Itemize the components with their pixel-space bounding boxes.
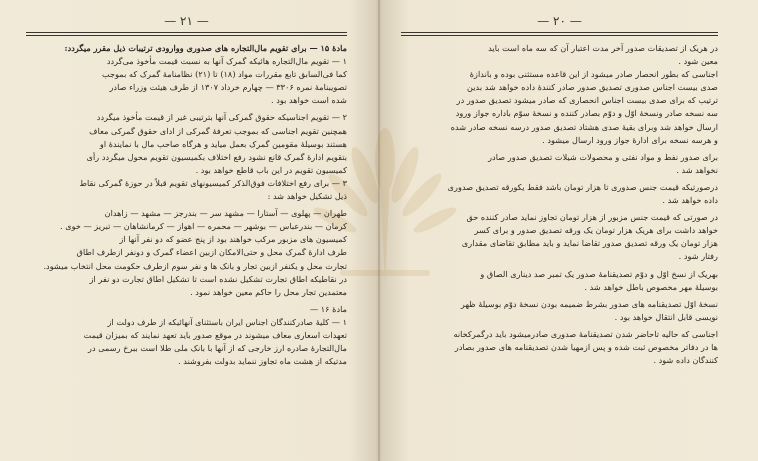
- text-line: همچنین تقویم اجناسی که بموجب تعرفهٔ گمرکی از ادای حقوق گمرکی معاف: [89, 125, 347, 136]
- text-line: مادهٔ ۱۵ — برای تقویم مال‌التجاره های صدوری ووارودی ترتیبات ذیل مقرر میگردد:: [64, 43, 347, 53]
- text-line: سه نسخه صادر ونسخهٔ اوّل و دوّم بصادر کننده و نسخهٔ سوّم باداره جواز ورود: [455, 108, 718, 119]
- text-line: ذیل تشکیل خواهد شد :: [267, 191, 347, 202]
- text-line: کنندگان داده شود .: [653, 355, 718, 366]
- page-number: — ٢٠ —: [537, 14, 582, 28]
- text-line: ۱ — تقویم مال‌التجاره هائیکه گمرک آنها به نسبت قیمت مأخوذ می‌گردد: [106, 56, 347, 67]
- header-rule: [401, 32, 718, 36]
- text-line: درصورتیکه قیمت جنس صدوری تا هزار تومان باشد فقط یکورقه تصدیق صدوری: [447, 181, 718, 192]
- text-line: طرف ادارهٔ گمرک محل و حتی‌الامکان ازبین اعضاء گمرک و دونفر ازطرف اطاق: [76, 247, 347, 258]
- text-line: داده خواهد شد .: [662, 195, 718, 206]
- text-line: در نقاطیکه اطاق تجارت تشکیل نشده است تا تشکیل اطاق تجارت دو نفر از: [89, 273, 347, 284]
- text-line: رفتار شود .: [678, 251, 718, 262]
- text-line: نخواهد شد .: [676, 164, 718, 175]
- text-line: مدتیکه از هشت ماه تجاوز ننماید بدولت بفروشند .: [178, 356, 347, 367]
- text-line: اجناسی که بطور انحصار صادر میشود از این قاعده مستثنی بوده و باندازهٔ: [469, 69, 718, 80]
- text-line: ارسال خواهد شد وبرای بقیهٔ صدی هشتاد تصدیق صدور درسه نسخه صادر شده: [450, 121, 718, 132]
- text-line: کما فی‌السابق تابع مقررات مواد (۱۸) تا (۲۱) نظامنامهٔ گمرک که بموجب: [102, 69, 347, 80]
- header-rule: [26, 32, 347, 36]
- text-line: تصویبنامهٔ نمره ۳۳۰۶ — چهارم خرداد ۱۳۰۷ از طرف هیئت وزراء صادر: [109, 82, 347, 93]
- article-heading: مادهٔ ۱۶ —: [309, 303, 347, 314]
- page-text: [26, 42, 347, 368]
- text-line: ۳ — برای رفع اختلافات فوق‌الذکر کمیسیونهای تقویم قبلاً در حوزهٔ گمرکی نقاط: [79, 177, 347, 188]
- text-line: نویسی قابل انتقال خواهد بود .: [614, 311, 718, 322]
- text-line: طهران — پهلوی — آستارا — مشهد سر — بندرجز — مشهد — زاهدان: [104, 208, 347, 219]
- page-text: [401, 42, 718, 367]
- page-number: — ٢١ —: [164, 14, 209, 28]
- text-line: هزار تومان یک ورقه تصدیق صدور تقاضا نماید و باید مطابق تقاضای مقداری: [461, 238, 718, 249]
- text-line: تعهدات اسعاری معاف میشوند در موقع صدور باید تعهد نمایند که بمیزان قیمت: [83, 329, 347, 340]
- text-line: مال‌التجارهٔ صادره ارز خارجی که از آنها با بانک ملی طلا است ببرخ رسمی در: [88, 343, 347, 354]
- text-line: کمیسیون تقویم در این باب قاطع خواهد بود .: [195, 164, 347, 175]
- text-line: بهریک از نسخ اوّل و دوّم تصدیقنامهٔ صدور یک تمبر صد دیناری الصاق و: [480, 268, 718, 279]
- text-line: ها در دفاتر مخصوص ثبت شده و پس ازمهیا شدن تصدیقنامه های صدور بصادر: [454, 341, 718, 352]
- text-line: در هریک از تصدیقات صدور آخر مدت اعتبار آن که سه ماه است باید: [488, 43, 718, 53]
- text-line: بوسیلهٔ مهر مخصوص باطل خواهد شد .: [584, 281, 718, 292]
- text-line: هستند بوسیلهٔ مقومین گمرک بعمل میاید و هرگاه صاحب مال با نمایندهٔ او: [99, 138, 347, 149]
- text-line: خواهد داشت برای هریک هزار تومان یک ورقه تصدیق صدور و برای کسر: [474, 225, 718, 236]
- text-line: و هرسه نسخه برای ادارهٔ جواز ورود ارسال میشود .: [542, 134, 718, 145]
- text-line: بتقویم ادارهٔ گمرک قانع نشود رفع اختلاف بکمیسیون تقویم محول میگردد رأی: [86, 151, 347, 162]
- text-line: کمیسیون های مزبور مرکب خواهند بود از پنج عضو که دو نفر آنها از: [119, 234, 347, 245]
- text-line: در صورتی که قیمت جنس مزبور از هزار تومان تجاوز نماید صادر کننده حق: [466, 212, 718, 223]
- text-line: ترتیب که برای صدی بیست اجناس انحصاری که صادر میشود تصدیق صدور در: [456, 95, 718, 106]
- text-line: معتمدین تجار محل را حاکم معین خواهد نمود .: [190, 286, 347, 297]
- text-line: برای صدور نفط و مواد نفتی و محصولات شیلات تصدیق صدور صادر: [488, 151, 718, 162]
- text-line: شده است خواهد بود .: [271, 95, 347, 106]
- text-line: معین شود .: [678, 56, 718, 67]
- text-line: ۲ — تقویم اجناسیکه حقوق گمرکی آنها بترتیبی غیر از قیمت مأخوذ میگردد: [96, 112, 347, 123]
- text-line: تجارت محل و یکنفر ازبین تجار و بانک ها و نفر سوم ازطرف حکومت محل انتخاب میشود.: [43, 260, 347, 271]
- right-page: [379, 0, 758, 461]
- text-line: اجناسی که حالیه تاحاضر شدن تصدیقنامهٔ صدوری صادرمیشود باید درگمرکخانه: [453, 328, 718, 339]
- text-line: نسخهٔ اوّل تصدیقنامه های صدور بشرط ضمیمه بودن نسخهٔ دوّم بوسیلهٔ ظهر: [460, 298, 718, 309]
- text-line: صدی بیست اجناس صدوری تصدیق صدور صادر کنندهٔ داده خواهد شد بدین: [467, 82, 718, 93]
- text-line: کرمان — بندرعباس — بوشهر — محمره — اهواز — کرمانشاهان — تبریز — خوی .: [60, 221, 347, 232]
- text-line: ۱ — کلیهٔ صادرکنندگان اجناس ایران باستثنای آنهائیکه از طرف دولت از: [107, 316, 347, 327]
